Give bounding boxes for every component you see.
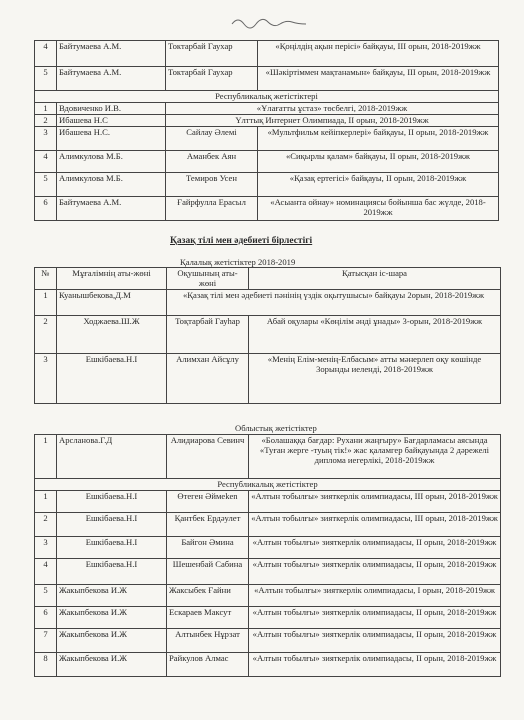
cell-student: Шешенбай Сабина: [167, 559, 249, 585]
caption-regional-achievements: Облыстық жетістіктер: [235, 423, 317, 433]
cell-teacher: Жакыпбекова И.Ж: [57, 607, 167, 629]
cell-teacher: Ешкібаева.Н.І: [57, 354, 167, 404]
cell-number: 2: [35, 316, 57, 354]
table-row: [35, 316, 501, 354]
cell-event: «Алтын тобылғы» зияткерлік олимпиадасы, III орын, 2018-2019жж: [249, 513, 501, 537]
cell-teacher: Ешкібаева.Н.І: [57, 559, 167, 585]
cell-student: Токтарбай Гаухар: [166, 67, 258, 91]
table-row: [35, 173, 499, 197]
table-row: [35, 559, 501, 585]
cell-teacher: Вдовиченко И.В.: [57, 103, 166, 115]
cell-student: Ғайрфулла Ерасыл: [166, 197, 258, 221]
cell-student: Ескараев Максут: [167, 607, 249, 629]
cell-teacher: Ходжаева.Ш.Ж: [57, 316, 167, 354]
cell-number: 3: [35, 354, 57, 404]
cell-teacher: Арсланова.Г.Д: [57, 435, 167, 479]
header-event: Қатысқан іс-шара: [249, 268, 501, 290]
table-row: [35, 197, 499, 221]
cell-student: Токтарбай Гаухар: [166, 41, 258, 67]
cell-number: 6: [35, 197, 57, 221]
cell-student: Жаксыбек Ғайни: [167, 585, 249, 607]
cell-event: Үлттық Интернет Олимпиада, II орын, 2018-2019жж: [166, 115, 499, 127]
header-teacher: Мұғалімнің аты-жөні: [57, 268, 167, 290]
table-row: [35, 41, 499, 67]
table-row: [35, 290, 501, 316]
cell-teacher: Байтумаева А.М.: [57, 197, 166, 221]
cell-teacher: Жакыпбекова И.Ж: [57, 629, 167, 653]
cell-event: «Мультфильм кейіпкерлері» байқауы, II орын, 2018-2019жж: [258, 127, 499, 151]
cell-number: 4: [35, 41, 57, 67]
cell-teacher: Ибашева Н.С.: [57, 127, 166, 151]
table-row: [35, 513, 501, 537]
cell-number: 1: [35, 435, 57, 479]
table-row: [35, 67, 499, 91]
cell-event: «Асыанта ойнау» номинациясы бойынша бас жүлде, 2018-2019жж: [258, 197, 499, 221]
cell-number: 1: [35, 103, 57, 115]
cell-student: Байгон Әмина: [167, 537, 249, 559]
cell-student: Алтынбек Нұрзат: [167, 629, 249, 653]
cell-number: 2: [35, 115, 57, 127]
section-heading: Республикалық жетістіктері: [35, 91, 499, 103]
section-title-kazakh-language: Қазақ тілі мен әдебиеті бірлестігі: [170, 236, 313, 246]
cell-teacher: Жакыпбекова И.Ж: [57, 585, 167, 607]
table-row: [35, 607, 501, 629]
table-row: [35, 354, 501, 404]
cell-student: Аманбек Аян: [166, 151, 258, 173]
cell-event: «Алтын тобылғы» зияткерлік олимпиадасы, I орын, 2018-2019жж: [249, 585, 501, 607]
cell-teacher: Куанышбекова,Д.М: [57, 290, 167, 316]
cell-number: 3: [35, 127, 57, 151]
table-row: [35, 435, 501, 479]
cell-number: 4: [35, 151, 57, 173]
header-student: Оқушының аты-жөні: [167, 268, 249, 290]
cell-event: «Қазақ тілі мен әдебиеті пәнінің үздік оқытушысы» байқауы 2орын, 2018-2019жж: [167, 290, 501, 316]
cell-student: Өтеген Әймеken: [167, 491, 249, 513]
cell-event: Абай оқулары «Көңілім әнді ұнады» 3-орын, 2018-2019жж: [249, 316, 501, 354]
cell-student: Қантбек Ердәулет: [167, 513, 249, 537]
handwriting-mark: [230, 14, 310, 30]
cell-number: 5: [35, 585, 57, 607]
table-row: [35, 127, 499, 151]
cell-number: 5: [35, 173, 57, 197]
cell-teacher: Жакыпбекова И.Ж: [57, 653, 167, 677]
table-row: [35, 585, 501, 607]
cell-number: 6: [35, 607, 57, 629]
cell-teacher: Ешкібаева.Н.І: [57, 537, 167, 559]
cell-event: «Шәкіртіммен мақтанамын» байқауы, III орын, 2018-2019жж: [258, 67, 499, 91]
table-school-achievements: [34, 40, 499, 221]
table-row: [35, 629, 501, 653]
table-row: [35, 491, 501, 513]
table-city-achievements: [34, 267, 501, 404]
cell-number: 8: [35, 653, 57, 677]
cell-event: «Ұлағатты ұстаз» төсбелгі, 2018-2019жж: [166, 103, 499, 115]
cell-student: Райкулов Алмас: [167, 653, 249, 677]
cell-number: 3: [35, 537, 57, 559]
cell-teacher: Байтумаева А.М.: [57, 41, 166, 67]
cell-teacher: Ешкібаева.Н.І: [57, 491, 167, 513]
cell-teacher: Ешкібаева.Н.І: [57, 513, 167, 537]
cell-student: Тоқтарбай Гауһар: [167, 316, 249, 354]
cell-event: «Алтын тобылғы» зияткерлік олимпиадасы, II орын, 2018-2019жж: [249, 537, 501, 559]
cell-event: «Алтын тобылғы» зияткерлік олимпиадасы, II орын, 2018-2019жж: [249, 629, 501, 653]
cell-event: «Алтын тобылғы» зияткерлік олимпиадасы, II орын, 2018-2019жж: [249, 607, 501, 629]
cell-event: «Қазақ ертегісі» байқауы, II орын, 2018-2019жж: [258, 173, 499, 197]
cell-event: «Менің Елім-менің-Елбасым» атты мәнерлеп оқу көшінде 3орынды иеленді, 2018-2019жж: [249, 354, 501, 404]
table-row: [35, 115, 499, 127]
cell-event: «Болашаққа бағдар: Рухани жаңғыру» Бағдарламасы аясында «Туған жерге -туың тік!» жас қаламгер байқауында 2 дәрежелі диплома иегерлікі, 2018-2019жж: [249, 435, 501, 479]
cell-number: 1: [35, 491, 57, 513]
cell-student: Сайлау Әлемі: [166, 127, 258, 151]
cell-student: Темиров Усен: [166, 173, 258, 197]
cell-event: «Сиқырлы қалам» байқауы, II орын, 2018-2019жж: [258, 151, 499, 173]
cell-number: 7: [35, 629, 57, 653]
cell-teacher: Ибашева Н.С: [57, 115, 166, 127]
header-number: №: [35, 268, 57, 290]
cell-event: «Алтын тобылғы» зияткерлік олимпиадасы, II орын, 2018-2019жж: [249, 653, 501, 677]
cell-teacher: Байтумаева А.М.: [57, 67, 166, 91]
table-row: [35, 537, 501, 559]
cell-event: «Қоңілдің ақын перісі» байқауы, III орын, 2018-2019жж: [258, 41, 499, 67]
cell-student: Алидиарова Севинч: [167, 435, 249, 479]
table-regional-achievements: [34, 434, 501, 677]
cell-teacher: Алимкулова М.Б.: [57, 173, 166, 197]
cell-number: 5: [35, 67, 57, 91]
caption-city-achievements: Қалалық жетістіктер 2018-2019: [180, 257, 296, 267]
cell-student: Алимхан Айсұлу: [167, 354, 249, 404]
table-row: [35, 103, 499, 115]
cell-number: 4: [35, 559, 57, 585]
cell-number: 1: [35, 290, 57, 316]
table-row: [35, 653, 501, 677]
cell-number: 2: [35, 513, 57, 537]
cell-event: «Алтын тобылғы» зияткерлік олимпиадасы, II орын, 2018-2019жж: [249, 559, 501, 585]
table-row: [35, 151, 499, 173]
cell-teacher: Алимкулова М.Б.: [57, 151, 166, 173]
section-heading: Республикалық жетістіктер: [35, 479, 501, 491]
cell-event: «Алтын тобылғы» зияткерлік олимпиадасы, III орын, 2018-2019жж: [249, 491, 501, 513]
